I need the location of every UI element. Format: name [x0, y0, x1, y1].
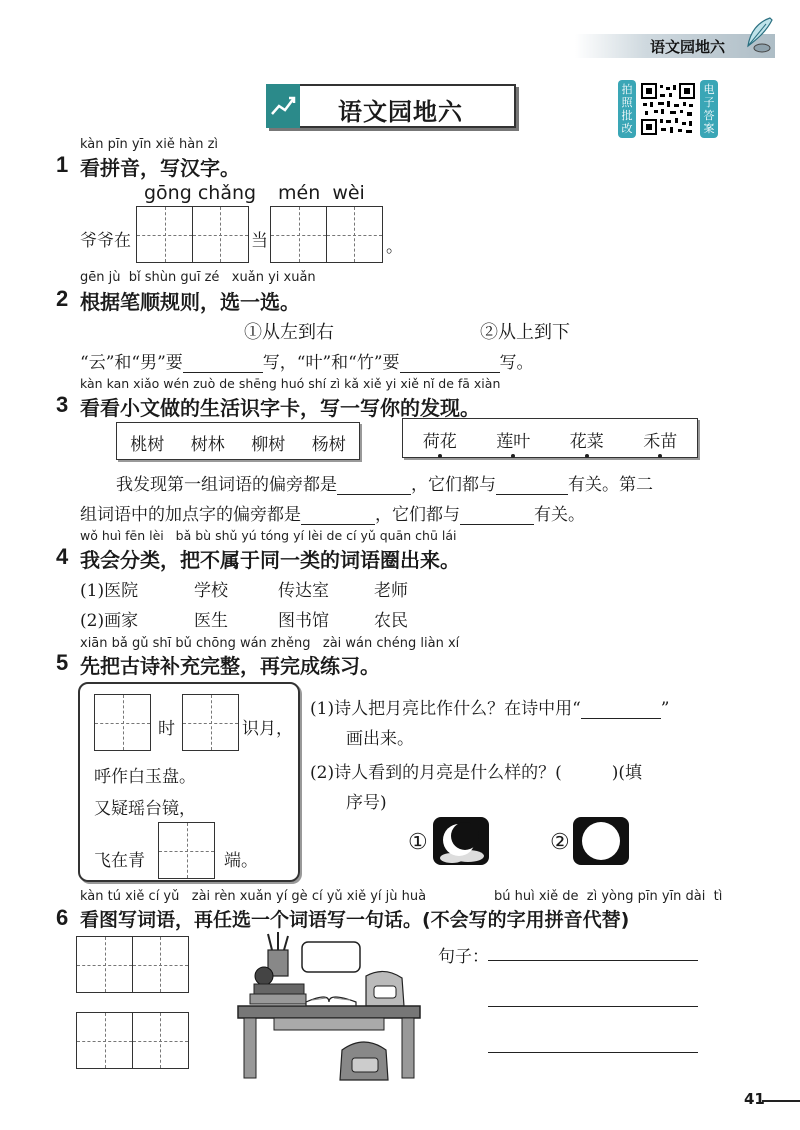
q5-sub2-line2: 序号)	[346, 793, 387, 813]
q1-grid-word2[interactable]	[270, 206, 381, 263]
poem-blank-1[interactable]	[94, 694, 150, 751]
q4-word[interactable]: 传达室	[278, 581, 329, 601]
card2-word: 花菜	[569, 432, 604, 452]
q4-word[interactable]: (1)医院	[80, 581, 139, 601]
q3-blank-1[interactable]	[337, 477, 411, 495]
card1-word: 柳树	[251, 435, 286, 455]
q1-number: 1	[56, 152, 69, 177]
q4-word[interactable]: 医生	[194, 611, 228, 631]
q2-blank-2[interactable]	[400, 355, 500, 373]
poem-line-2: 呼作白玉盘。	[94, 767, 196, 787]
q1-end: 。	[386, 237, 403, 257]
qr-right-label: 电 子 答 案	[700, 80, 718, 138]
q3-pinyin: kàn kan xiǎo wén zuò de shēng huó shí zì kǎ xiě yi xiě nǐ de fā xiàn	[80, 376, 501, 391]
full-moon-icon[interactable]	[572, 816, 630, 870]
q4-row-2	[80, 606, 408, 631]
qr-left-label: 拍 照 批 改	[618, 80, 636, 138]
q2-blank-1[interactable]	[183, 355, 263, 373]
moon-option-1-label: ①	[408, 830, 428, 855]
q6-sentence-line-1[interactable]	[488, 960, 698, 961]
q6-sentence-label: 句子：	[438, 947, 489, 967]
q5-pinyin: xiān bǎ gǔ shī bǔ chōng wán zhěng zài wán chéng liàn xí	[80, 636, 460, 651]
q1-pinyin: kàn pīn yīn xiě hàn zì	[80, 137, 218, 152]
q2-instruction: 根据笔顺规则，选一选。	[80, 290, 300, 314]
chart-icon	[266, 84, 300, 128]
crescent-moon-icon[interactable]	[432, 816, 490, 870]
qr-panel	[618, 80, 720, 138]
q1-prefix: 爷爷在	[80, 231, 131, 251]
desk-illustration	[234, 930, 424, 1086]
q6-pinyin-2: bú huì xiě de zì yòng pīn yīn dài tì	[494, 889, 723, 904]
q2-option-1: ①从左到右	[244, 322, 334, 343]
q4-word[interactable]: 老师	[374, 581, 408, 601]
q5-sub1-line1: (1)诗人把月亮比作什么？在诗中用“ ”	[310, 699, 670, 719]
q2-pinyin: gēn jù bǐ shùn guī zé xuǎn yi xuǎn	[80, 270, 316, 285]
card2-word: 莲叶	[496, 432, 531, 452]
q5-number: 5	[56, 650, 69, 675]
q3-blank-2[interactable]	[496, 477, 568, 495]
card1-word: 杨树	[311, 435, 346, 455]
poem-line-4b: 端。	[224, 851, 258, 871]
q2-option-2: ②从上到下	[480, 322, 570, 343]
poem-line-3: 又疑瑶台镜，	[94, 799, 196, 819]
q3-card-2	[402, 418, 698, 458]
q5-instruction: 先把古诗补充完整，再完成练习。	[80, 654, 380, 678]
q4-word[interactable]: 图书馆	[278, 611, 329, 631]
q6-number: 6	[56, 905, 69, 930]
q3-instruction: 看看小文做的生活识字卡，写一写你的发现。	[80, 396, 480, 420]
q1-pinyin-word2: mén wèi	[278, 182, 365, 204]
poem-blank-2[interactable]	[182, 694, 238, 751]
q4-pinyin: wǒ huì fēn lèi bǎ bù shǔ yú tóng yí lèi de cí yǔ quān chū lái	[80, 528, 457, 543]
q2-fill-line: “云”和“男”要 写，“叶”和“竹”要 写。	[80, 353, 534, 373]
q1-grid-word1[interactable]	[136, 206, 247, 263]
q6-grid-1[interactable]	[76, 936, 187, 993]
card2-word: 荷花	[422, 432, 457, 452]
q3-blank-4[interactable]	[460, 507, 534, 525]
q4-instruction: 我会分类，把不属于同一类的词语圈出来。	[80, 548, 460, 572]
page-title: 语文园地六	[338, 98, 463, 126]
q1-pinyin-word1: gōng chǎng	[144, 182, 257, 204]
card1-word: 树林	[190, 435, 225, 455]
moon-option-2-label: ②	[550, 830, 570, 855]
page-number-rule	[762, 1100, 800, 1102]
poem-line-4a: 飞在青	[94, 851, 145, 871]
feather-icon	[740, 14, 780, 58]
header-tag-text: 语文园地六	[649, 38, 725, 56]
poem-shiyue: 识月，	[242, 719, 293, 739]
q1-instruction: 看拼音，写汉字。	[80, 156, 240, 180]
poem-blank-3[interactable]	[158, 822, 214, 879]
poem-shi: 时	[158, 719, 175, 739]
q6-sentence-line-3[interactable]	[488, 1052, 698, 1053]
q3-number: 3	[56, 392, 69, 417]
q6-instruction: 看图写词语，再任选一个词语写一句话。(不会写的字用拼音代替)	[80, 909, 630, 931]
q4-word[interactable]: 农民	[374, 611, 408, 631]
q2-number: 2	[56, 286, 69, 311]
q5-sub1-line2: 画出来。	[346, 729, 414, 749]
q4-row-1	[80, 576, 408, 601]
q5-sub1-blank[interactable]	[581, 701, 661, 719]
page-title-box	[266, 84, 516, 128]
q6-pinyin: kàn tú xiě cí yǔ zài rèn xuǎn yí gè cí yǔ xiě yí jù huà	[80, 889, 427, 904]
q5-sub2-line1: (2)诗人看到的月亮是什么样的？( )(填	[310, 763, 642, 783]
q4-word[interactable]: 学校	[194, 581, 228, 601]
q3-paragraph-line2: 组词语中的加点字的偏旁都是 ，它们都与 有关。	[80, 505, 585, 525]
page-number: 41	[744, 1090, 765, 1108]
q4-word[interactable]: (2)画家	[80, 611, 139, 631]
q3-paragraph-line1: 我发现第一组词语的偏旁都是 ，它们都与 有关。第二	[116, 475, 653, 495]
card2-word: 禾苗	[643, 432, 678, 452]
q3-card-1	[116, 422, 360, 460]
q6-sentence-line-2[interactable]	[488, 1006, 698, 1007]
q5-poem-box	[78, 682, 300, 882]
q3-blank-3[interactable]	[301, 507, 375, 525]
q6-grid-2[interactable]	[76, 1012, 187, 1069]
card1-word: 桃树	[130, 435, 165, 455]
q4-number: 4	[56, 544, 69, 569]
qr-code[interactable]	[640, 82, 696, 136]
q1-middle: 当	[251, 231, 268, 251]
